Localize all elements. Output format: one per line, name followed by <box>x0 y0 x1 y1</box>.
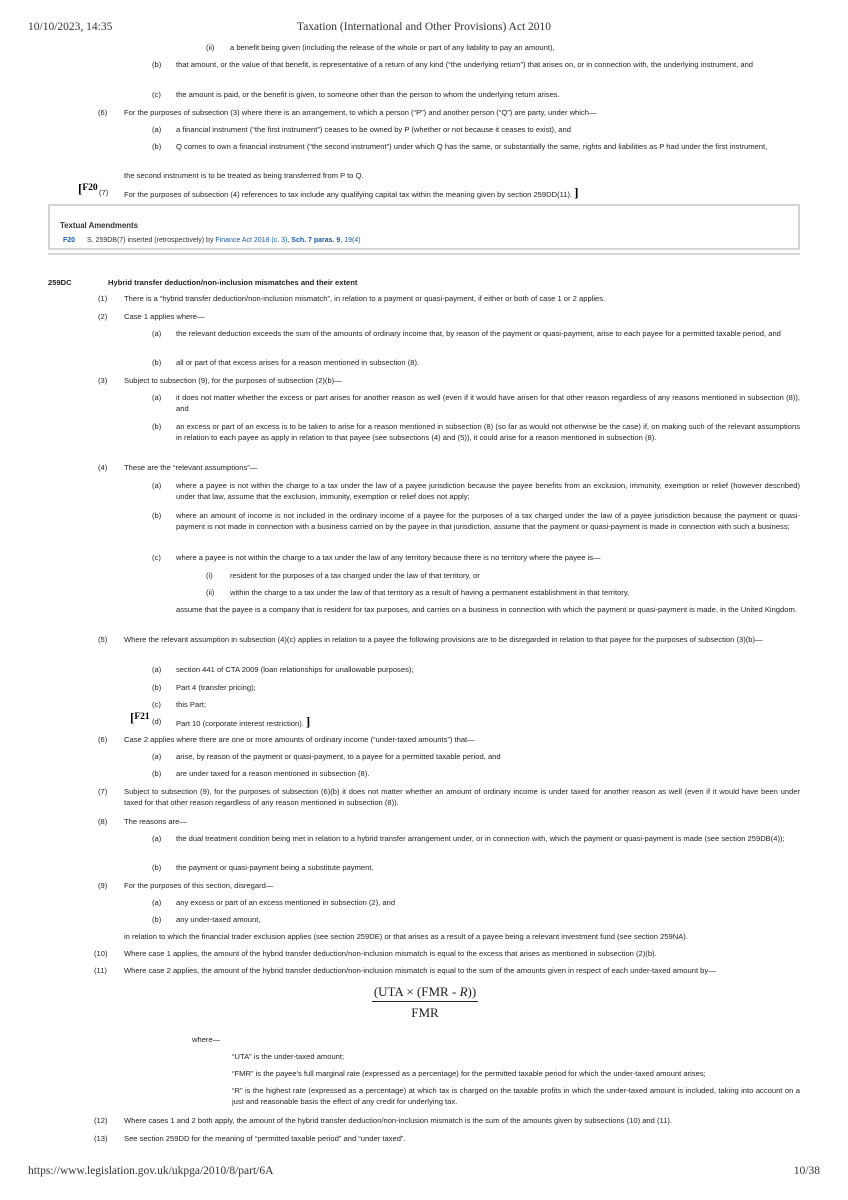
definition-text: “FMR” is the payee's full marginal rate (expressed as a percentage) for the permitted taxable period for which the under-taxed amount arises; <box>232 1069 706 1078</box>
section-heading: Hybrid transfer deduction/non-inclusion mismatches and their extent <box>108 278 358 287</box>
divider <box>48 253 800 255</box>
clause-text: For the purposes of this section, disregard— <box>124 881 274 890</box>
clause-text: Part 4 (transfer pricing); <box>176 683 256 692</box>
item-number: (b) <box>152 683 162 692</box>
clause-text: within the charge to a tax under the law of that territory as a result of having a permanent establishment in that territory, <box>230 588 630 597</box>
item-number: (b) <box>152 142 162 151</box>
clause-text: where a payee is not within the charge to a tax under the law of a payee jurisdiction because the payee benefits from an exclusion, immunity, exemption or relief (however described) under that law, assume that the exclusion, immunity, exemption or relief does not apply; <box>176 481 800 501</box>
formula-numerator: (UTA × (FMR - R)) <box>373 984 477 999</box>
definition-text: “UTA” is the under-taxed amount; <box>232 1052 345 1061</box>
item-number: (8) <box>98 817 108 826</box>
clause-text: See section 259DD for the meaning of “permitted taxable period” and “under taxed”. <box>124 1134 406 1143</box>
clause-text: the second instrument is to be treated as being transferred from P to Q. <box>124 171 364 180</box>
item-number: (b) <box>152 422 162 431</box>
item-number: (b) <box>152 358 162 367</box>
print-date: 10/10/2023, 14:35 <box>28 21 113 33</box>
item-number: (a) <box>152 125 162 134</box>
item-number: (a) <box>152 481 162 490</box>
item-number: (12) <box>94 1116 108 1125</box>
page-number: 10/38 <box>793 1165 820 1177</box>
amendment-text: S. 259DB(7) inserted (retrospectively) by Finance Act 2018 (c. 3), Sch. 7 paras. 9, 19(4) <box>87 237 361 244</box>
document-title: Taxation (International and Other Provisions) Act 2010 <box>296 21 552 33</box>
paragraph-link[interactable]: 19(4) <box>344 237 361 244</box>
clause-text: a financial instrument (“the first instrument”) ceases to be owned by P (whether or not because it ceases to exist), and <box>176 125 571 134</box>
clause-text: any excess or part of an excess mentioned in subsection (2), and <box>176 898 396 907</box>
clause-text: Where the relevant assumption in subsection (4)(c) applies in relation to a payee the following provisions are to be disregarded in relation to that payee for the purposes of subsection (3)(b)— <box>124 635 763 644</box>
clause-text: any under-taxed amount, <box>176 915 261 924</box>
clause-text: a benefit being given (including the release of the whole or part of any liability to pay an amount), <box>230 43 555 52</box>
item-number: (b) <box>152 863 162 872</box>
item-number: (6) <box>98 108 108 117</box>
item-number: (i) <box>206 571 213 580</box>
item-number: (9) <box>98 881 108 890</box>
clause-text: Subject to subsection (9), for the purposes of subsection (6)(b) it does not matter whether an amount of ordinary income is under taxed for another reason as well (even if it would have been under taxed for that other reason regardless of any reason mentioned in subsection (8)). <box>124 787 800 807</box>
clause-text: For the purposes of subsection (4) references to tax include any qualifying capital tax within the meaning given by section 259DD(11). ] <box>124 185 579 200</box>
clause-text: that amount, or the value of that benefit, is representative of a return of any kind (“the underlying return”) that arises on, or in connection with, the underlying instrument, and <box>176 60 754 69</box>
item-number: (d) <box>152 717 162 726</box>
clause-text: There is a “hybrid transfer deduction/non-inclusion mismatch”, in relation to a payment or quasi-payment, if either or both of case 1 or 2 applies. <box>124 294 606 303</box>
textual-amendments-box <box>48 204 800 250</box>
item-number: (b) <box>152 915 162 924</box>
clause-text: Part 10 (corporate interest restriction). ] <box>176 714 311 729</box>
item-number: (c) <box>152 90 161 99</box>
clause-text: all or part of that excess arises for a reason mentioned in subsection (8). <box>176 358 420 367</box>
clause-text: Where case 2 applies, the amount of the hybrid transfer deduction/non-inclusion mismatch is equal to the sum of the amounts given in respect of each under-taxed amount by— <box>124 966 716 975</box>
amendment-marker: [F21 <box>130 710 150 725</box>
item-number: (a) <box>152 834 162 843</box>
clause-text: assume that the payee is a company that is resident for tax purposes, and carries on a business in connection with which the payment or quasi-payment is made, in the United Kingdom. <box>176 605 797 614</box>
clause-text: resident for the purposes of a tax charged under the law of that territory, or <box>230 571 480 580</box>
clause-text: Where case 1 applies, the amount of the hybrid transfer deduction/non-inclusion mismatch is equal to the excess that arises as mentioned in subsection (2)(b). <box>124 949 657 958</box>
finance-act-link[interactable]: Finance Act 2018 (c. 3) <box>215 237 288 244</box>
clause-text: it does not matter whether the excess or part arises for another reason as well (even if it would have arisen for that other reason regardless of any reasons mentioned in subsection (8)), and <box>176 393 800 413</box>
item-number: (5) <box>98 635 108 644</box>
clause-text: These are the “relevant assumptions”— <box>124 463 258 472</box>
item-number: (c) <box>152 700 161 709</box>
clause-text: the relevant deduction exceeds the sum of the amounts of ordinary income that, by reason of the payment or quasi-payment, arise to each payee for a permitted taxable period, and <box>176 329 781 338</box>
clause-text: in relation to which the financial trader exclusion applies (see section 259DE) or that arises as a result of a payee being a relevant investment fund (see section 259NA). <box>124 932 688 941</box>
amendment-code: F20 <box>63 237 76 244</box>
item-number: (10) <box>94 949 108 958</box>
item-number: (a) <box>152 393 162 402</box>
item-number: (a) <box>152 752 162 761</box>
clause-text: Q comes to own a financial instrument (“the second instrument”) under which Q has the same, or substantially the same, rights and liabilities as P had under the first instrument, <box>176 142 768 151</box>
clause-text: an excess or part of an excess is to be taken to arise for a reason mentioned in subsection (8) (so far as would not otherwise be the case) if, on making such of the relevant assumptions in relation to each payee as apply in relation to that payee (see subsections (4) and (5)), it could arise for a reason mentioned in subsection (8). <box>176 422 800 442</box>
clause-text: the dual treatment condition being met in relation to a hybrid transfer arrangement under, or in connection with, which the payment or quasi-payment is made (see section 259DB(4)); <box>176 834 785 843</box>
amendment-marker: [F20 <box>78 181 98 196</box>
definition-text: “R” is the highest rate (expressed as a percentage) at which tax is charged on the taxable profits in which the under-taxed amount is included, taking into account on a just and reasonable basis the effect of any credit for underlying tax. <box>232 1086 800 1106</box>
clause-text: section 441 of CTA 2009 (loan relationships for unallowable purposes); <box>176 665 414 674</box>
item-number: (c) <box>152 553 161 562</box>
clause-text: Case 2 applies where there are one or more amounts of ordinary income (“under-taxed amounts”) that— <box>124 735 475 744</box>
item-number: (1) <box>98 294 108 303</box>
item-number: (3) <box>98 376 108 385</box>
item-number: (a) <box>152 329 162 338</box>
schedule-link[interactable]: Sch. 7 paras. 9 <box>291 237 341 244</box>
amendment-code-link[interactable]: F21 <box>134 712 150 722</box>
item-number: (ii) <box>206 588 215 597</box>
clause-text: Where cases 1 and 2 both apply, the amount of the hybrid transfer deduction/non-inclusion mismatch is the sum of the amounts given by subsections (10) and (11). <box>124 1116 673 1125</box>
fraction-bar <box>372 1001 478 1002</box>
item-number: (11) <box>94 966 107 975</box>
clause-text: arise, by reason of the payment or quasi-payment, to a payee for a permitted taxable period, and <box>176 752 501 761</box>
item-number: (4) <box>98 463 108 472</box>
item-number: (13) <box>94 1134 108 1143</box>
clause-text: where— <box>192 1035 221 1044</box>
clause-text: where a payee is not within the charge to a tax under the law of any territory because there is no territory where the payee is— <box>176 553 601 562</box>
item-number: (7) <box>98 787 108 796</box>
clause-text: this Part; <box>176 700 206 709</box>
clause-text: are under taxed for a reason mentioned in subsection (8). <box>176 769 370 778</box>
clause-text: The reasons are— <box>124 817 187 826</box>
item-number: (7) <box>99 188 109 197</box>
clause-text: the amount is paid, or the benefit is given, to someone other than the person to whom the underlying return arises. <box>176 90 560 99</box>
clause-text: Case 1 applies where— <box>124 312 205 321</box>
item-number: (b) <box>152 511 162 520</box>
item-number: (b) <box>152 60 162 69</box>
item-number: (a) <box>152 898 162 907</box>
formula <box>350 986 500 1018</box>
item-number: (b) <box>152 769 162 778</box>
formula-denominator: FMR <box>411 1005 439 1020</box>
amendments-title: Textual Amendments <box>60 221 138 230</box>
item-number: (a) <box>152 665 162 674</box>
clause-text: For the purposes of subsection (3) where there is an arrangement, to which a person (“P”) and another person (“Q”) are party, under which— <box>124 108 597 117</box>
page-url: https://www.legislation.gov.uk/ukpga/2010/8/part/6A <box>28 1165 274 1177</box>
item-number: (2) <box>98 312 108 321</box>
amendment-code-link[interactable]: F20 <box>82 183 98 193</box>
clause-text: Subject to subsection (9), for the purposes of subsection (2)(b)— <box>124 376 342 385</box>
item-number: (6) <box>98 735 108 744</box>
clause-text: the payment or quasi-payment being a substitute payment. <box>176 863 374 872</box>
section-number: 259DC <box>48 278 72 287</box>
clause-text: where an amount of income is not included in the ordinary income of a payee for the purposes of a tax charged under the law of a payee jurisdiction because the payment or quasi-payment is not made in connection with a business carried on by the payee in that jurisdiction, assume that the payment or quasi-payment is made in connection with such a business; <box>176 511 800 531</box>
item-number: (ii) <box>206 43 215 52</box>
